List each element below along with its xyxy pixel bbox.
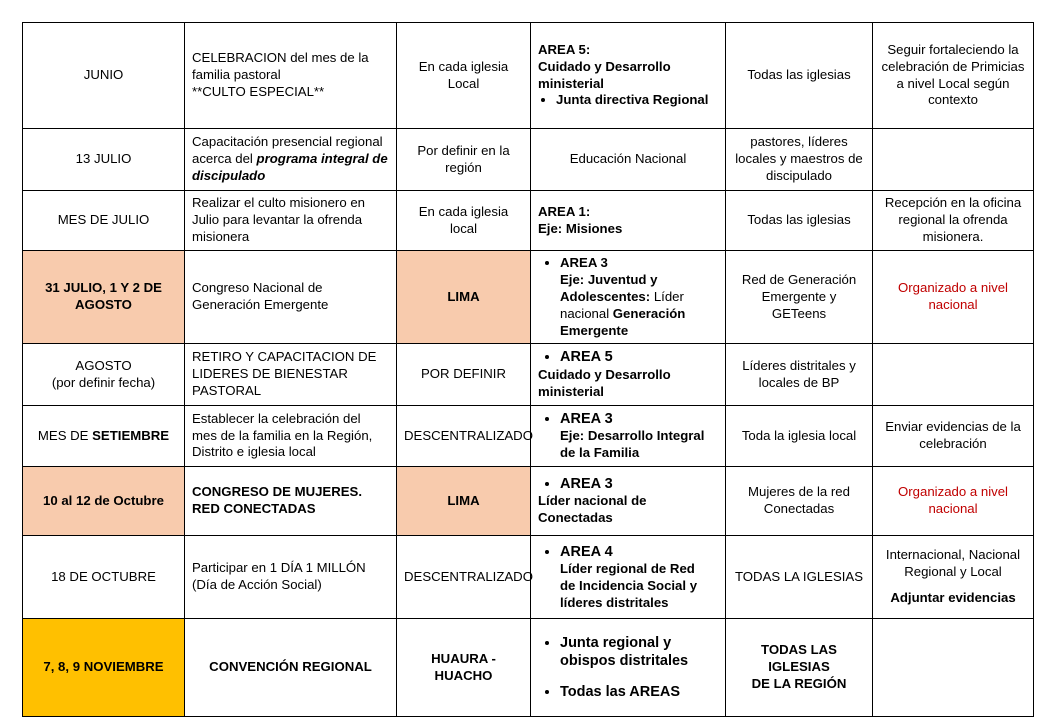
date-text: 13 JULIO <box>75 151 132 167</box>
area-bullet-list <box>538 475 718 494</box>
cell-participants <box>726 251 873 344</box>
table-row <box>23 467 1034 536</box>
cell-date <box>23 129 185 191</box>
cell-date <box>23 23 185 129</box>
cell-place <box>397 129 531 191</box>
place-text: LIMA <box>447 492 480 508</box>
area-line-3: líderes distritales <box>560 594 669 610</box>
area-line-1: Eje: Desarrollo Integral <box>560 428 705 444</box>
participants-text: Todas las iglesias <box>747 67 851 83</box>
participants-text: Mujeres de la red Conectadas <box>748 484 850 517</box>
area-heading-2: Cuidado y Desarrollo <box>538 58 671 74</box>
area-bullet-list <box>538 543 718 612</box>
participants-text: Red de Generación Emergente y GETeens <box>741 271 857 321</box>
observations-text: Enviar evidencias de la celebración <box>885 419 1021 451</box>
observations-text: Seguir fortaleciendo la celebración de Primicias a nivel Local según contexto <box>881 41 1025 108</box>
area-bullet-item <box>560 543 718 612</box>
place-line-1: En cada iglesia <box>418 203 509 219</box>
cell-area <box>531 191 726 251</box>
participants-text: pastores, líderes locales y maestros de discipulado <box>735 134 863 183</box>
cell-place <box>397 251 531 344</box>
activity-line-2: (Día de Acción Social) <box>192 577 322 593</box>
area-line-1: Líder nacional de <box>538 493 647 509</box>
activity-line-1: Participar en 1 DÍA 1 MILLÓN <box>192 560 366 576</box>
participants-text: Toda la iglesia local <box>741 427 857 443</box>
cell-observations <box>873 191 1034 251</box>
cell-observations <box>873 405 1034 466</box>
place-line-2: región <box>445 159 482 175</box>
participants-line-1: TODAS LAS IGLESIAS <box>761 642 837 675</box>
cell-date <box>23 536 185 619</box>
observations-spacer <box>880 581 1026 590</box>
area-bullet-title: AREA 3 <box>560 255 608 270</box>
place-line-1: Por definir en la <box>417 142 510 158</box>
area-bullet-item <box>560 255 718 339</box>
activity-text: Establecer la celebración del mes de la familia en la Región, Distrito e iglesia local <box>192 410 373 460</box>
activity-line-1: CONGRESO DE MUJERES. <box>192 484 363 500</box>
cell-area <box>531 129 726 191</box>
cell-activity <box>185 191 397 251</box>
date-prefix: MES DE <box>37 427 93 443</box>
area-bullet-item <box>560 410 718 462</box>
place-line-2: local <box>449 220 478 236</box>
area-bullet-list <box>538 92 718 109</box>
date-bold: SETIEMBRE <box>92 427 170 443</box>
place-text: POR DEFINIR <box>421 366 506 382</box>
activity-line-1: CELEBRACION del mes de la <box>192 50 369 66</box>
activity-plan-table <box>22 22 1034 717</box>
participants-text: Todas las iglesias <box>747 212 851 228</box>
cell-observations <box>873 251 1034 344</box>
place-line-2: Local <box>447 75 480 91</box>
place-line-2: HUACHO <box>434 667 493 683</box>
area-bullet-item: • Todas las AREAS <box>560 683 718 702</box>
date-text: JUNIO <box>83 67 124 83</box>
cell-date <box>23 344 185 405</box>
cell-place <box>397 344 531 405</box>
cell-observations <box>873 467 1034 536</box>
cell-participants <box>726 405 873 466</box>
observations-line-2: Regional y Local <box>904 564 1002 580</box>
area-line-1: Líder regional de Red <box>560 561 695 577</box>
date-line-2: AGOSTO <box>75 297 132 313</box>
area-bullet-title: AREA 4 <box>560 543 613 560</box>
area-bullet-title: AREA 3 <box>560 410 613 427</box>
area-bullet-item <box>560 348 718 367</box>
cell-activity <box>185 405 397 466</box>
cell-place <box>397 405 531 466</box>
area-bullet-title: AREA 3 <box>560 475 613 492</box>
area-heading-2: Eje: Misiones <box>538 220 623 236</box>
cell-observations <box>873 23 1034 129</box>
area-bullet-item <box>560 634 718 671</box>
cell-participants <box>726 344 873 405</box>
cell-area <box>531 467 726 536</box>
cell-place <box>397 23 531 129</box>
date-text: 10 al 12 de Octubre <box>43 492 164 508</box>
observations-line-1: Internacional, Nacional <box>885 547 1021 563</box>
cell-observations <box>873 129 1034 191</box>
cell-participants <box>726 467 873 536</box>
cell-activity <box>185 344 397 405</box>
area-line-2: Conectadas <box>538 510 613 526</box>
cell-area <box>531 536 726 619</box>
activity-line-2: RED CONECTADAS <box>192 501 316 517</box>
cell-participants <box>726 191 873 251</box>
cell-activity <box>185 129 397 191</box>
cell-area <box>531 344 726 405</box>
area-line-2-bold: Adolescentes: <box>560 288 651 304</box>
activity-text: Realizar el culto misionero en Julio para levantar la ofrenda misionera <box>192 195 365 244</box>
area-heading-1: AREA 1: <box>538 203 591 219</box>
table-row <box>23 405 1034 466</box>
area-heading-1: AREA 5: <box>538 41 591 57</box>
place-text: LIMA <box>447 288 480 304</box>
date-line-1: 31 JULIO, 1 Y 2 DE <box>45 280 162 296</box>
place-line-1: HUAURA - <box>431 650 496 666</box>
place-text: DESCENTRALIZADO <box>404 568 533 584</box>
cell-date <box>23 251 185 344</box>
participants-text: Líderes distritales y locales de BP <box>742 357 856 390</box>
cell-participants <box>726 619 873 717</box>
cell-participants <box>726 129 873 191</box>
cell-area <box>531 23 726 129</box>
cell-place <box>397 536 531 619</box>
cell-activity <box>185 251 397 344</box>
table-row <box>23 619 1034 717</box>
date-text: 18 DE OCTUBRE <box>51 568 156 584</box>
cell-activity <box>185 23 397 129</box>
area-bullet-title: AREA 5 <box>560 349 613 366</box>
area-bullet-1-line-1: • Junta regional y <box>560 634 672 651</box>
area-line-3-bold: Generación Emergente <box>560 305 686 338</box>
observations-text: Organizado a nivel nacional <box>898 484 1008 517</box>
area-line-1: Eje: Juventud y <box>560 271 658 287</box>
cell-observations <box>873 344 1034 405</box>
plan-table-container <box>22 22 1033 702</box>
area-line-1: Cuidado y Desarrollo <box>538 367 671 382</box>
cell-place <box>397 619 531 717</box>
cell-activity <box>185 619 397 717</box>
cell-date <box>23 405 185 466</box>
activity-line-2: familia pastoral <box>192 67 281 83</box>
area-text: Educación Nacional <box>569 151 687 167</box>
area-bullet-item <box>560 475 718 494</box>
area-bullet-list <box>538 410 718 462</box>
table-row <box>23 251 1034 344</box>
activity-text: RETIRO Y CAPACITACION DE LIDERES DE BIENESTAR PASTORAL <box>192 349 377 399</box>
cell-area <box>531 405 726 466</box>
cell-observations <box>873 619 1034 717</box>
table-row <box>23 536 1034 619</box>
area-line-2: de la Familia <box>560 445 640 461</box>
area-heading-3: ministerial <box>538 75 604 91</box>
area-line-2: de Incidencia Social y <box>560 577 698 593</box>
place-line-1: En cada iglesia <box>418 58 509 74</box>
cell-activity <box>185 467 397 536</box>
participants-line-2: DE LA REGIÓN <box>751 676 847 692</box>
activity-line-3: **CULTO ESPECIAL** <box>192 83 325 99</box>
table-row <box>23 23 1034 129</box>
observations-text: Organizado a nivel nacional <box>898 280 1008 313</box>
date-line-1: AGOSTO <box>75 357 132 373</box>
area-line-2-rest: Líder nacional <box>560 288 684 321</box>
activity-text: CONVENCIÓN REGIONAL <box>209 659 372 675</box>
table-row <box>23 344 1034 405</box>
date-text: 7, 8, 9 NOVIEMBRE <box>43 659 164 675</box>
area-bullet-list <box>538 348 718 367</box>
area-bullet-item: • Junta directiva Regional <box>556 92 718 109</box>
observations-line-3: Adjuntar evidencias <box>890 590 1016 606</box>
table-row <box>23 191 1034 251</box>
observations-text: Recepción en la oficina regional la ofrenda misionera. <box>884 195 1022 244</box>
area-bullet-list <box>538 634 718 702</box>
cell-area <box>531 619 726 717</box>
activity-emphasis: programa integral de discipulado <box>192 151 388 183</box>
date-line-2: (por definir fecha) <box>51 374 156 390</box>
activity-text: Congreso Nacional de Generación Emergente <box>192 280 329 313</box>
place-text: DESCENTRALIZADO <box>404 427 533 443</box>
cell-participants <box>726 23 873 129</box>
area-bullet-list <box>538 255 718 339</box>
cell-place <box>397 467 531 536</box>
cell-date <box>23 191 185 251</box>
area-bullet-1-line-2: obispos distritales <box>560 653 689 670</box>
date-text: MES DE JULIO <box>57 212 150 228</box>
area-line-2: ministerial <box>538 383 604 399</box>
participants-text: TODAS LA IGLESIAS <box>734 568 864 584</box>
activity-text: Capacitación presencial regional acerca del <box>192 134 383 167</box>
cell-date <box>23 619 185 717</box>
cell-observations <box>873 536 1034 619</box>
cell-participants <box>726 536 873 619</box>
cell-date <box>23 467 185 536</box>
cell-area <box>531 251 726 344</box>
cell-activity <box>185 536 397 619</box>
table-row <box>23 129 1034 191</box>
cell-place <box>397 191 531 251</box>
